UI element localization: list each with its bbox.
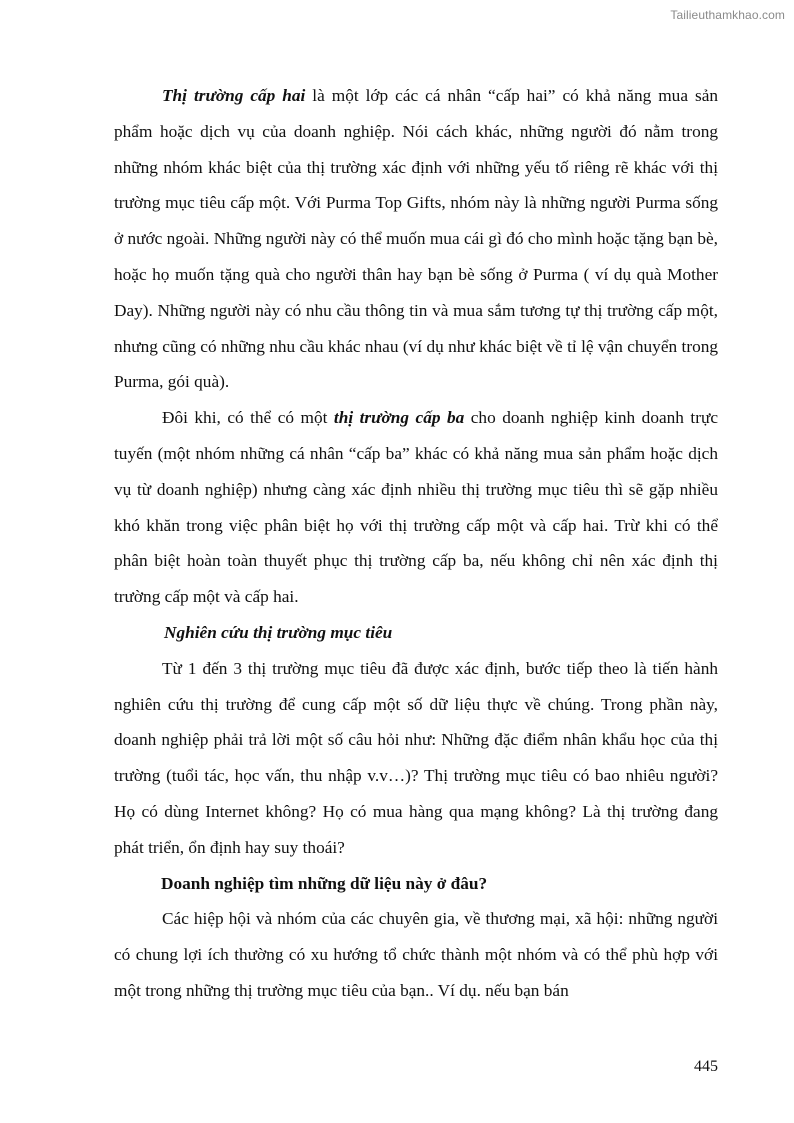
page-number: 445 xyxy=(694,1058,718,1075)
paragraph-secondary-market xyxy=(114,78,718,400)
term-secondary-market: Thị trường cấp hai xyxy=(162,86,306,105)
term-tertiary-market: thị trường cấp ba xyxy=(333,408,465,428)
paragraph-text-after: cho doanh nghiệp kinh doanh trực tuyến (một nhóm những cá nhân “cấp ba” khác có khả năng mua sản phẩm hoặc dịch vụ từ doanh nghiệp) nhưng càng xác định nhiều thị trường mục tiêu thì sẽ gặp nhiều khó khăn trong việc phân biệt họ với thị trường cấp một và cấp hai. Trừ khi có thể phân biệt hoàn toàn thuyết phục thị trường cấp ba, nếu không chỉ nên xác định thị trường cấp một và cấp hai. xyxy=(114,408,718,607)
paragraph-market-research: Từ 1 đến 3 thị trường mục tiêu đã được xác định, bước tiếp theo là tiến hành nghiên cứu thị trường để cung cấp một số dữ liệu thực về chúng. Trong phần này, doanh nghiệp phải trả lời một số câu hỏi như: Những đặc điểm nhân khẩu học của thị trường (tuổi tác, học vấn, thu nhập v.v…)? Thị trường mục tiêu có bao nhiêu người? Họ có dùng Internet không? Họ có mua hàng qua mạng không? Là thị trường đang phát triển, ổn định hay suy thoái? xyxy=(114,658,718,857)
paragraph-associations: Các hiệp hội và nhóm của các chuyên gia, về thương mại, xã hội: những người có chung lợi ích thường có xu hướng tổ chức thành một nhóm và có thể phù hợp với một trong những thị trường mục tiêu của bạn.. Ví dụ. nếu bạn bán xyxy=(114,909,718,1000)
section-heading-market-research: Nghiên cứu thị trường mục tiêu xyxy=(164,622,393,642)
paragraph-tertiary-market xyxy=(114,400,718,615)
page-body xyxy=(114,78,718,1009)
watermark: Tailieuthamkhao.com xyxy=(670,8,785,22)
paragraph-text-before: Đôi khi, có thể có một xyxy=(162,408,334,428)
section-heading-data-sources: Doanh nghiệp tìm những dữ liệu này ở đâu? xyxy=(161,873,488,893)
paragraph-text: là một lớp các cá nhân “cấp hai” có khả năng mua sản phẩm hoặc dịch vụ của doanh nghiệp. Nói cách khác, những người đó nằm trong những nhóm khác biệt của thị trường xác định với những yếu tố riêng rẽ khác với thị trường mục tiêu cấp một. Với Purma Top Gifts, nhóm này là những người Purma sống ở nước ngoài. Những người này có thể muốn mua cái gì đó cho mình hoặc tặng bạn bè, hoặc họ muốn tặng quà cho người thân hay bạn bè sống ở Purma ( ví dụ quà Mother Day). Những người này có nhu cầu thông tin và mua sắm tương tự thị trường cấp một, nhưng cũng có những nhu cầu khác nhau (ví dụ như khác biệt về tỉ lệ vận chuyển trong Purma, gói quà). xyxy=(114,86,719,392)
